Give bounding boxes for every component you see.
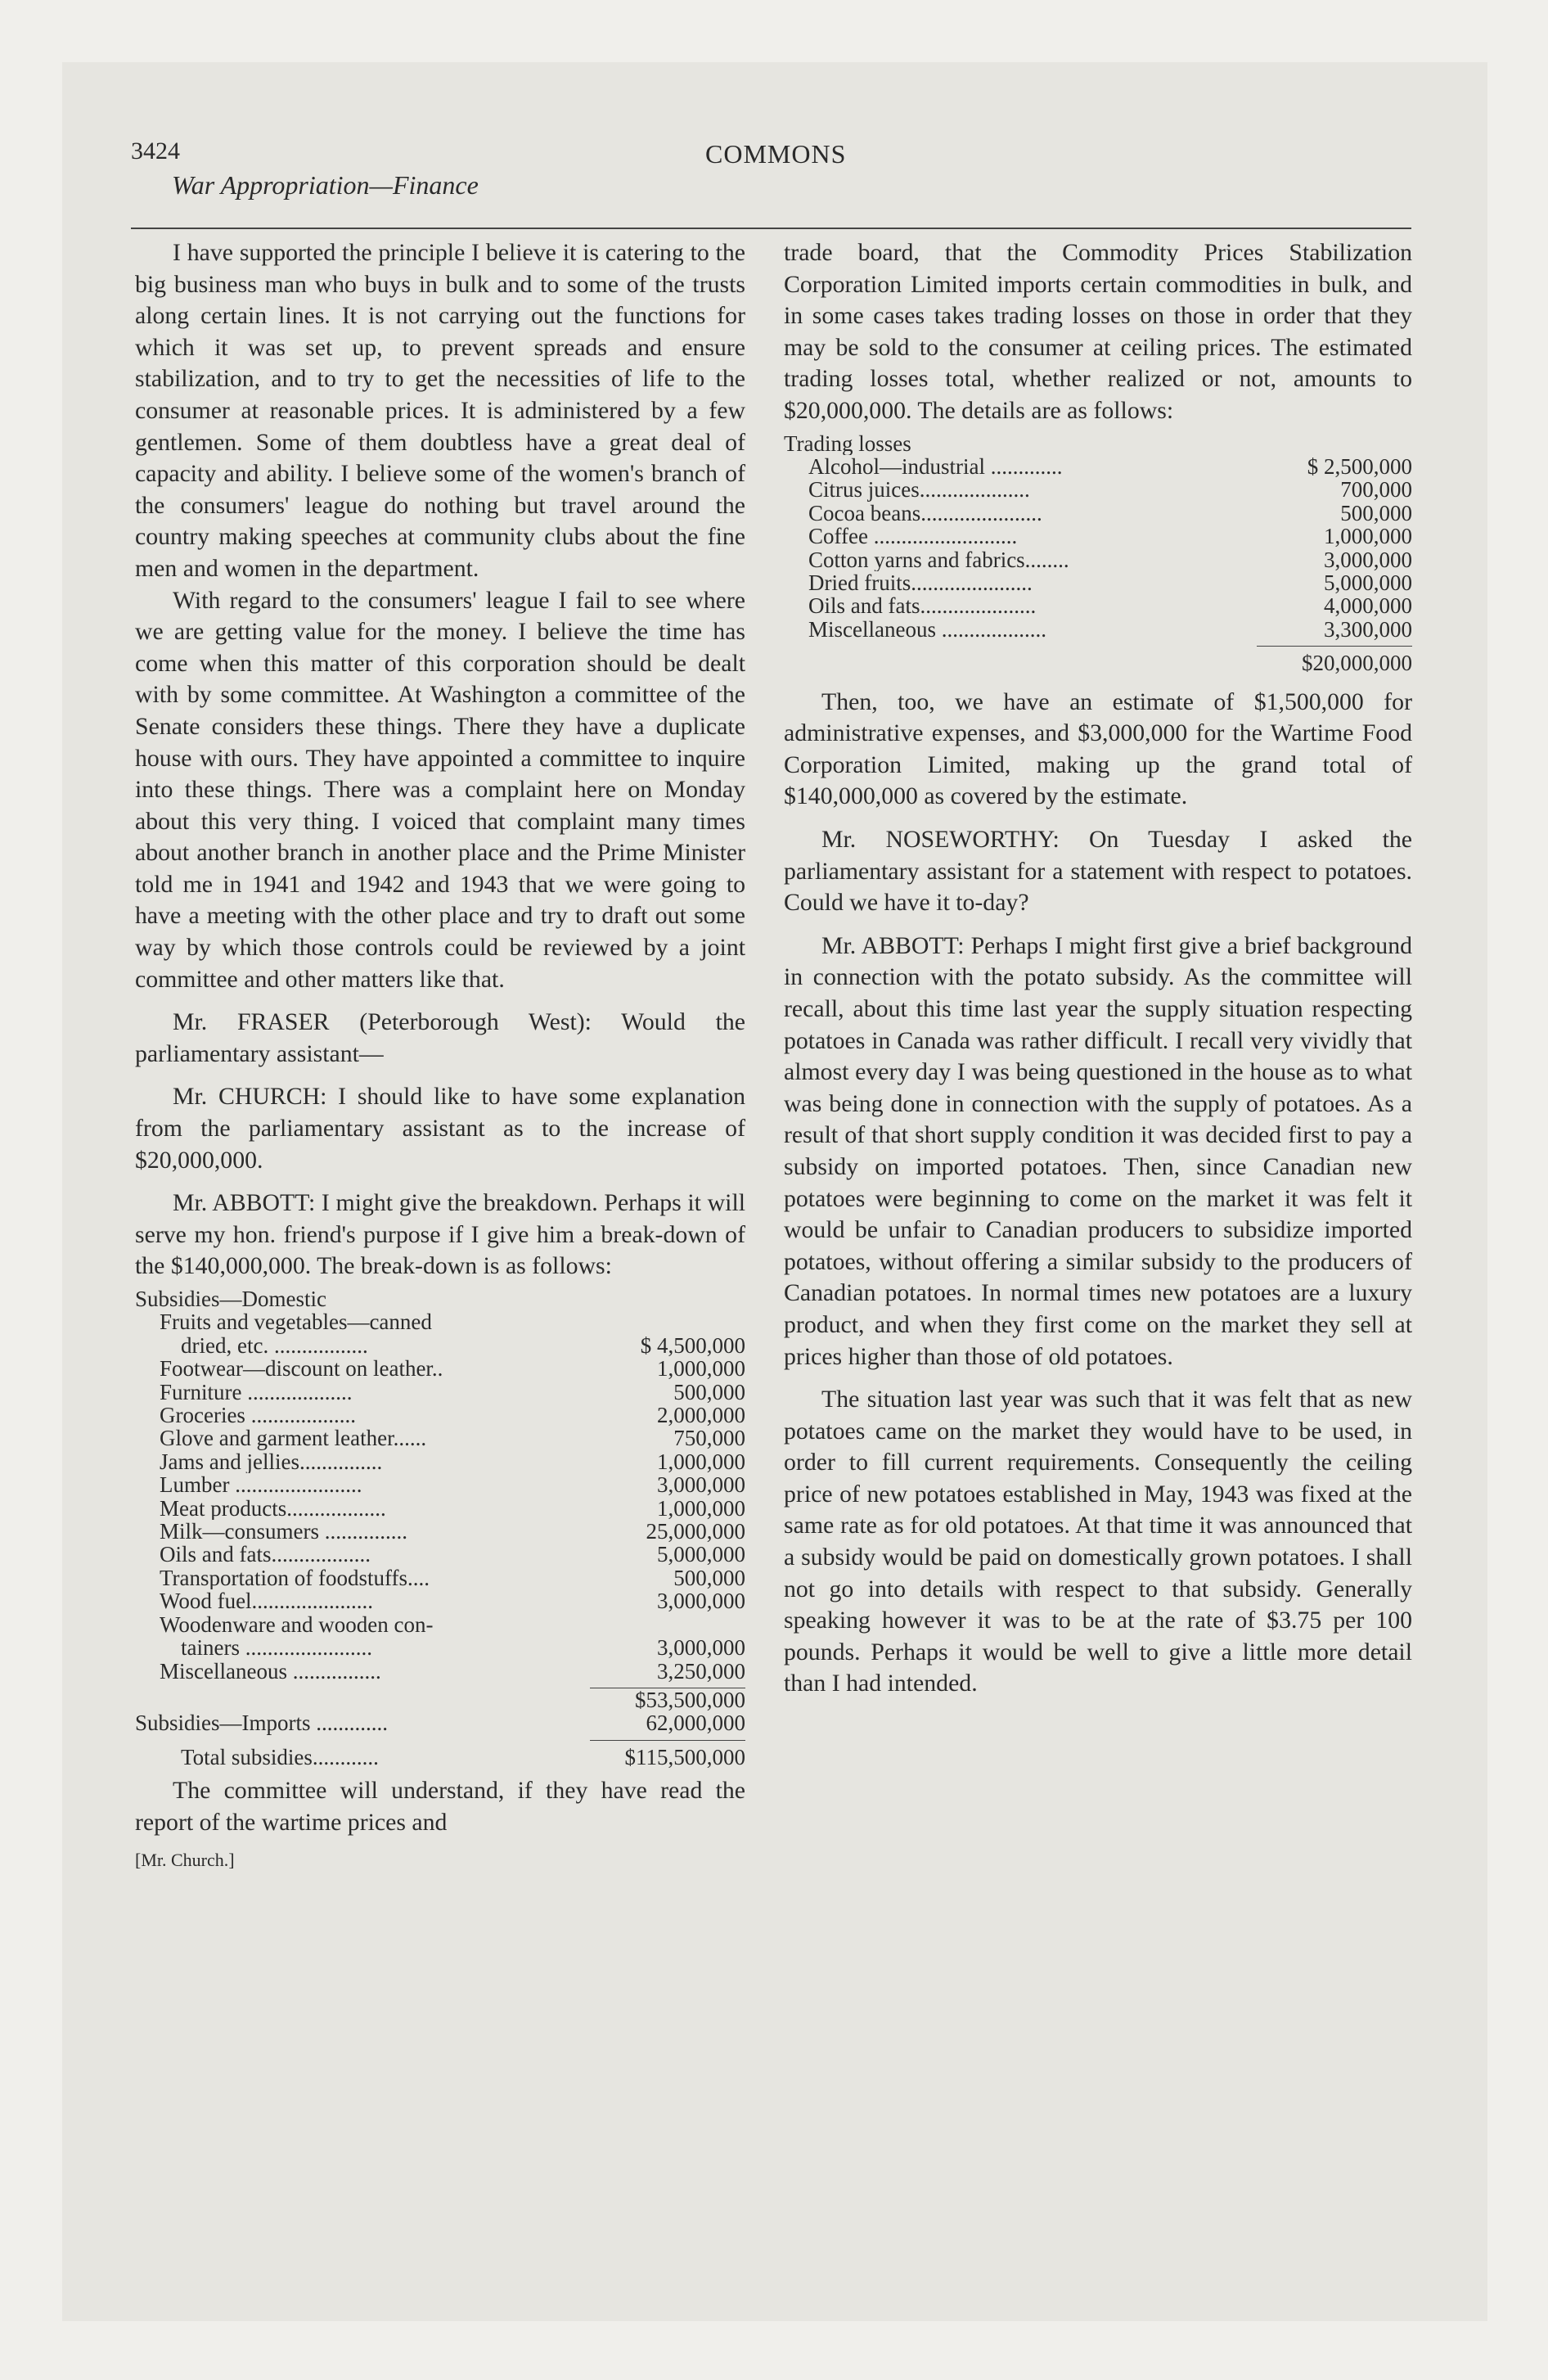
row-value: 5,000,000 (657, 1542, 745, 1567)
chamber-title: COMMONS (705, 139, 847, 169)
total-rule (590, 1740, 745, 1741)
row-value: 3,000,000 (657, 1472, 745, 1498)
left-paragraph-1: I have supported the principle I believe it is catering to the big business man who buys in bulk and to some of the trusts along certain lines. It is not carrying out the functions for which it was set up, to prevent spreads and ensure stabilization, and to try to get the necessities of life to the consumer at reasonable prices. It is administered by a few gentlemen. Some of them doubtless have a great deal of capacity and ability. I believe some of the women's branch of the consumers' league do nothing but travel around the country making speeches at community clubs about the fine men and women in the department. (135, 239, 745, 582)
left-paragraph-2: With regard to the consumers' league I fail to see where we are getting value for the money. I believe the time has come when this matter of this corporation should be dealt with by some committee. At Washington a committee of the Senate considers these things. There they have a duplicate house with ours. They have appointed a committee to inquire into these things. There was a complaint here on Monday about this very thing. I voiced that complaint many times about another branch in another place and the Prime Minister told me in 1941 and 1942 and 1943 that we were going to have a meeting with the other place and try to draft out some way by which those controls could be reviewed by a joint committee and other matters like that. (135, 586, 745, 993)
page-header (131, 137, 1411, 213)
table-row (135, 1636, 745, 1659)
table-row (135, 1660, 745, 1683)
speaker-footer: [Mr. Church.] (135, 1850, 235, 1871)
row-label: Miscellaneous ................... (808, 617, 1046, 642)
table-row (784, 571, 1412, 594)
table-row (135, 1589, 745, 1612)
header-rule (131, 228, 1411, 229)
right-paragraph-1: trade board, that the Commodity Prices Stabilization Corporation Limited imports certain commodities in bulk, and in some cases takes trading losses on those in order that they may be sold to the consumer at ceiling prices. The estimated trading losses total, whether realized or not, amounts to $20,000,000. The details are as follows: (784, 239, 1412, 424)
right-paragraph-3: Mr. NOSEWORTHY: On Tuesday I asked the parliamentary assistant for a statement with respect to potatoes. Could we have it to-day? (784, 826, 1412, 917)
row-label: Citrus juices.................... (808, 478, 1030, 502)
table-row (784, 502, 1412, 525)
table-row (135, 1404, 745, 1427)
row-label: Coffee .......................... (808, 525, 1018, 548)
left-paragraph-5: Mr. ABBOTT: I might give the breakdown. Perhaps it will serve my hon. friend's purpose if I give him a break-down of the $140,000,000. The break-down is as follows: (135, 1189, 745, 1280)
row-label: Jams and jellies............... (160, 1449, 383, 1474)
total-subsidies-row (135, 1746, 745, 1769)
right-paragraph-2: Then, too, we have an estimate of $1,500,000 for administrative expenses, and $3,000,000 for the Wartime Food Corporation Limited, making up the grand total of $140,000,000 as covered by the estimate. (784, 687, 1412, 810)
right-paragraph-5: The situation last year was such that it was felt that as new potatoes came on the market they would have to be used, in order to fill current requirements. Consequently the ceiling price of new potatoes established in May, 1943 was fixed at the same rate as for old potatoes. At that time it was announced that a subsidy would be paid on domestically grown potatoes. I shall not go into details with respect to that subsidy. Generally speaking however it was to be at the rate of $3.75 per 100 pounds. Perhaps it would be well to give a little more detail than I had intended. (784, 1386, 1412, 1697)
row-label: Woodenware and wooden con- (160, 1612, 434, 1637)
row-value: 5,000,000 (1324, 570, 1412, 595)
row-value: 1,000,000 (657, 1495, 745, 1521)
row-label: Glove and garment leather...... (160, 1427, 427, 1450)
left-paragraph-6: The committee will understand, if they have read the report of the wartime prices and (135, 1777, 745, 1836)
row-value: 3,000,000 (657, 1589, 745, 1614)
total-value: $115,500,000 (624, 1744, 745, 1769)
right-column (784, 237, 1412, 1700)
table-row (784, 594, 1412, 617)
row-label: Footwear—discount on leather.. (160, 1357, 443, 1381)
table-row (135, 1357, 745, 1380)
row-label: Fruits and vegetables—canned (160, 1310, 432, 1334)
table-row (784, 525, 1412, 548)
row-label: Lumber ....................... (160, 1473, 362, 1497)
table-row (784, 478, 1412, 501)
page-number: 3424 (131, 137, 180, 165)
row-label: Cotton yarns and fabrics........ (808, 548, 1069, 571)
table-heading: Trading losses (784, 431, 911, 455)
table-row (135, 1427, 745, 1449)
row-value: 3,000,000 (1324, 547, 1412, 572)
row-value: 500,000 (1340, 500, 1412, 525)
table-row (784, 455, 1412, 478)
row-label: tainers ....................... (181, 1636, 372, 1660)
row-value: 3,300,000 (1324, 616, 1412, 642)
row-value: 700,000 (1340, 477, 1412, 503)
table-row (784, 618, 1412, 641)
trading-total-rule (1257, 646, 1412, 647)
row-label: Oils and fats..................... (808, 594, 1037, 618)
row-label: Wood fuel...................... (160, 1589, 374, 1613)
row-value: 25,000,000 (646, 1519, 745, 1544)
domestic-subsidies-table (135, 1287, 745, 1769)
table-row (135, 1613, 745, 1636)
table-row (784, 548, 1412, 571)
table-row (135, 1334, 745, 1357)
table-heading: Subsidies—Domestic (135, 1287, 326, 1311)
row-label: Meat products.................. (160, 1496, 386, 1521)
imports-row (135, 1711, 745, 1734)
left-paragraph-3: Mr. FRASER (Peterborough West): Would the parliamentary assistant— (135, 1008, 745, 1067)
left-paragraph-4: Mr. CHURCH: I should like to have some explanation from the parliamentary assistant as to the increase of $20,000,000. (135, 1083, 745, 1174)
row-label: Furniture ................... (160, 1380, 353, 1404)
row-label: Milk—consumers ............... (160, 1520, 407, 1544)
trading-losses-table (784, 432, 1412, 675)
row-label: Alcohol—industrial ............. (808, 454, 1063, 479)
left-column (135, 237, 745, 1877)
row-value: 1,000,000 (657, 1356, 745, 1382)
row-value: 1,000,000 (1324, 524, 1412, 549)
table-row (135, 1473, 745, 1496)
row-value: 500,000 (673, 1565, 745, 1590)
section-title: War Appropriation—Finance (172, 170, 479, 200)
imports-label: Subsidies—Imports ............. (135, 1711, 389, 1735)
table-row (135, 1381, 745, 1404)
row-value: $ 2,500,000 (1307, 453, 1412, 479)
row-label: Oils and fats.................. (160, 1543, 371, 1566)
row-value: 3,000,000 (657, 1635, 745, 1661)
imports-value: 62,000,000 (646, 1711, 745, 1736)
row-label: Transportation of foodstuffs.... (160, 1566, 430, 1590)
row-value: 750,000 (673, 1426, 745, 1451)
domestic-total-row (135, 1688, 745, 1711)
table-row (135, 1310, 745, 1333)
trading-total-row (784, 651, 1412, 674)
row-label: Miscellaneous ................ (160, 1659, 381, 1683)
row-value: 3,250,000 (657, 1658, 745, 1684)
row-value: 500,000 (673, 1379, 745, 1404)
row-label: dried, etc. ................. (181, 1333, 368, 1358)
row-label: Dried fruits...................... (808, 571, 1033, 595)
row-value: $ 4,500,000 (640, 1332, 745, 1358)
row-value: 4,000,000 (1324, 593, 1412, 619)
table-row (135, 1543, 745, 1566)
row-label: Cocoa beans...................... (808, 501, 1042, 525)
row-value: 2,000,000 (657, 1403, 745, 1428)
table-row (135, 1497, 745, 1520)
total-label: Total subsidies............ (181, 1745, 379, 1769)
table-row (135, 1566, 745, 1589)
table-row (135, 1450, 745, 1473)
domestic-total: $53,500,000 (635, 1687, 745, 1712)
trading-total: $20,000,000 (1302, 651, 1412, 676)
row-label: Groceries ................... (160, 1404, 356, 1427)
right-paragraph-4: Mr. ABBOTT: Perhaps I might first give a brief background in connection with the potato subsidy. As the committee will recall, about this time last year the supply situation respecting potatoes in Canada was rather difficult. I recall very vividly that almost every day I was being questioned in the house as to what was being done in connection with the supply of potatoes. As a result of that short supply condition it was decided first to pay a subsidy on imported potatoes. Then, since Canadian new potatoes were beginning to come on the market it was felt it would be unfair to Canadian producers to subsidize imported potatoes, without offering a similar subsidy to the producers of Canadian potatoes. In normal times new potatoes are a luxury product, and when they first come on the market they sell at prices higher than those of old potatoes. (784, 931, 1412, 1370)
table-row (135, 1520, 745, 1543)
row-value: 1,000,000 (657, 1449, 745, 1474)
